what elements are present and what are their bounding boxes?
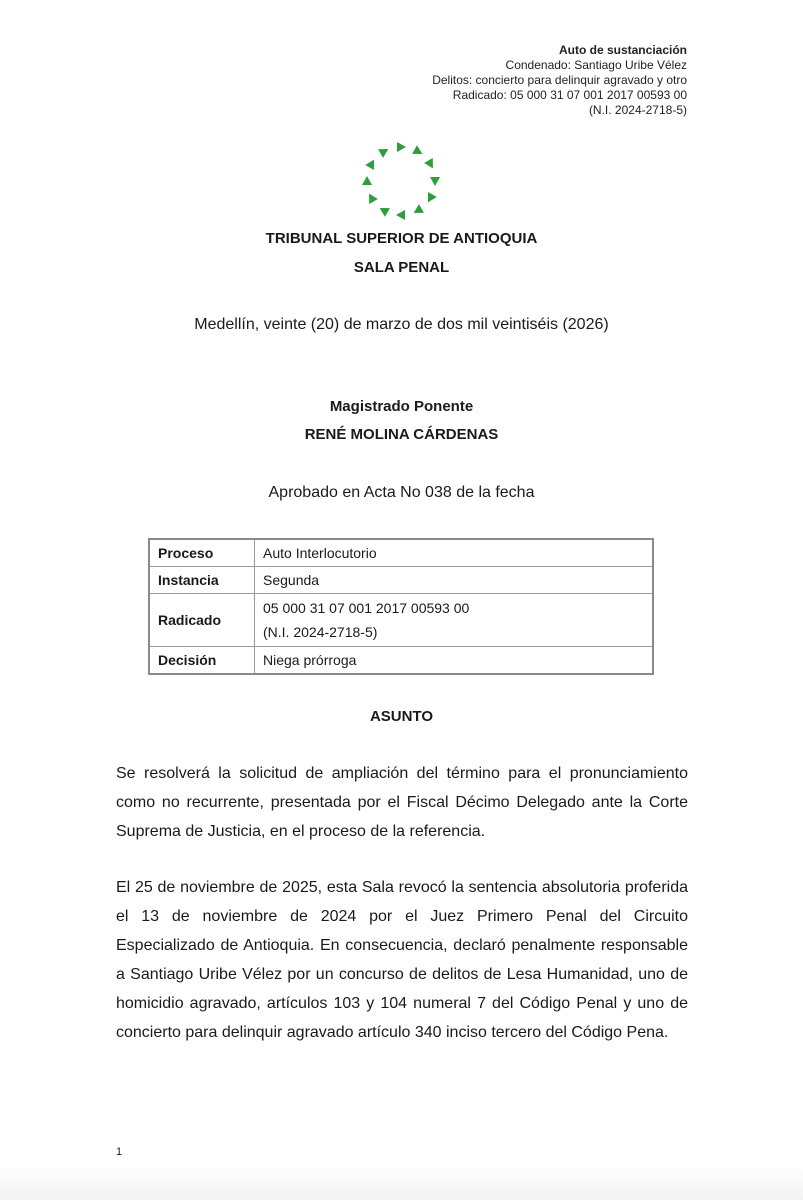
radicado-value: 05 000 31 07 001 2017 00593 00 <box>263 600 470 616</box>
document-date: Medellín, veinte (20) de marzo de dos mil veintiséis (2026) <box>194 316 609 333</box>
paragraph-1: Se resolverá la solicitud de ampliación del término para el pronunciamiento como no recurrente, presentada por el Fiscal Décimo Delegado ante la Corte Suprema de Justicia, en el proceso de la referencia. <box>116 765 688 840</box>
logo-mark <box>411 204 424 217</box>
logo-mark <box>365 191 378 204</box>
instancia-label: Instancia <box>149 567 255 594</box>
logo-mark <box>396 210 405 220</box>
paragraph-2: El 25 de noviembre de 2025, esta Sala revocó la sentencia absolutoria proferida el 13 de noviembre de 2024 por el Juez Primero Penal del Circuito Especializado de Antioquia. En consecuencia, declaró penalmente responsable a Santiago Uribe Vélez por un concurso de delitos de Lesa Humanidad, uno de homicidio agravado, artículos 103 y 104 numeral 7 del Código Penal y uno de concierto para delinquir agravado artículo 340 inciso tercero del Código Pena. <box>116 879 688 1041</box>
logo-mark <box>365 157 378 170</box>
logo-mark <box>377 204 390 217</box>
proceso-label: Proceso <box>149 539 255 567</box>
asunto-heading: ASUNTO <box>369 708 434 725</box>
page-number: 1 <box>116 1146 123 1158</box>
table-row <box>149 647 653 675</box>
court-name: TRIBUNAL SUPERIOR DE ANTIOQUIA <box>265 230 538 247</box>
table-row <box>149 567 653 594</box>
logo-mark <box>424 192 437 205</box>
decision-label: Decisión <box>149 647 255 675</box>
instancia-value: Segunda <box>255 567 654 594</box>
header-ni: (N.I. 2024-2718-5) <box>588 103 687 117</box>
magistrado-label: Magistrado Ponente <box>329 398 474 415</box>
radicado-value-cell <box>255 594 654 647</box>
logo-mark <box>424 158 437 171</box>
table-row <box>149 539 653 567</box>
decision-value: Niega prórroga <box>255 647 654 675</box>
header-radicado: Radicado: 05 000 31 07 001 2017 00593 00 <box>452 88 687 102</box>
logo-mark <box>362 176 372 185</box>
magistrado-name: RENÉ MOLINA CÁRDENAS <box>304 426 499 443</box>
logo-mark <box>397 142 406 152</box>
sala-name: SALA PENAL <box>353 259 450 276</box>
table-row <box>149 594 653 647</box>
tribunal-logo-icon <box>358 138 444 224</box>
case-info-table <box>148 538 654 675</box>
logo-mark <box>412 145 425 158</box>
proceso-value: Auto Interlocutorio <box>255 539 654 567</box>
radicado-ni-value: (N.I. 2024-2718-5) <box>263 624 378 640</box>
header-title: Auto de sustanciación <box>558 43 687 57</box>
logo-mark <box>430 177 440 186</box>
header-delitos: Delitos: concierto para delinquir agravado y otro <box>432 73 687 87</box>
radicado-label: Radicado <box>149 594 255 647</box>
case-header <box>432 43 687 118</box>
acta-approval: Aprobado en Acta No 038 de la fecha <box>268 484 535 501</box>
logo-mark <box>378 145 391 158</box>
header-condenado: Condenado: Santiago Uribe Vélez <box>505 58 687 72</box>
